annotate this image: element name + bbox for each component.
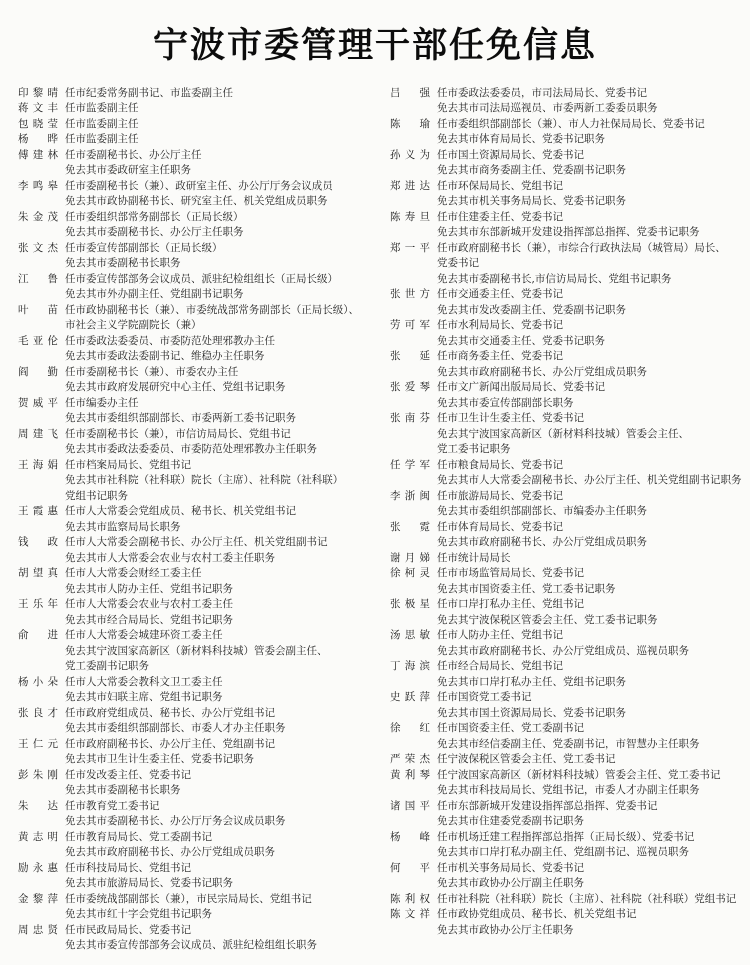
appointment-line: 免去其市口岸打私办主任、党组书记职务	[437, 675, 626, 688]
appointment-line: 任市经合局局长、党组书记	[437, 660, 563, 673]
appointment-entry	[390, 148, 745, 179]
person-name: 陈 瑜	[390, 117, 430, 130]
appointment-line: 免去其市委副秘书长,市信访局局长、党组书记职务	[437, 272, 672, 285]
appointment-lines	[437, 148, 745, 179]
appointment-entry	[18, 86, 390, 102]
appointment-line: 免去其市国土资源局局长、党委书记职务	[437, 706, 626, 719]
appointment-lines	[437, 830, 745, 861]
appointment-entry	[18, 101, 390, 117]
appointment-line: 免去其宁波国家高新区（新材料科技城）管委会主任、	[437, 427, 689, 440]
appointment-lines	[65, 365, 390, 396]
appointment-lines	[65, 923, 390, 954]
appointment-lines	[65, 101, 390, 117]
appointment-line: 任市粮食局局长、党委书记	[437, 458, 563, 471]
person-name: 谢月娣	[390, 551, 430, 564]
appointment-line: 免去其市旅游局局长、党委书记职务	[65, 877, 233, 890]
person-name: 王乐年	[18, 598, 58, 611]
appointment-line: 免去其市外办副主任、党组副书记职务	[65, 288, 244, 301]
appointment-line: 免去其宁波保税区管委会主任、党工委书记职务	[437, 613, 658, 626]
person-name: 傅建林	[18, 148, 58, 161]
appointment-line: 免去其市司法局巡视员、市委两新工委委员职务	[437, 102, 658, 115]
appointment-entry	[18, 303, 390, 334]
person-name: 王霞惠	[18, 505, 58, 518]
person-name: 孙义为	[390, 148, 430, 161]
appointment-line: 免去其市政协办公厅主任职务	[437, 923, 574, 936]
appointment-line: 免去其市委宣传部部务会议成员、派驻纪检组组长职务	[65, 939, 317, 952]
appointment-entry	[390, 520, 745, 551]
appointment-line: 免去其市政协副秘书长、研究室主任、机关党组成员职务	[65, 195, 328, 208]
appointment-entry	[390, 628, 745, 659]
appointment-line: 任市国资党工委书记	[437, 691, 532, 704]
appointment-entry	[390, 210, 745, 241]
appointment-line: 任市水利局局长、党委书记	[437, 319, 563, 332]
appointment-lines	[437, 861, 745, 892]
page-title: 宁波市委管理干部任免信息	[152, 25, 597, 66]
appointment-entry	[390, 907, 745, 938]
appointment-entry	[18, 117, 390, 133]
appointment-line: 免去其市委政法委委员、市委防范处理邪教办主任职务	[65, 443, 317, 456]
appointment-line: 任市人大常委会农业与农村工委主任	[65, 598, 233, 611]
appointment-lines	[437, 721, 745, 752]
appointment-lines	[437, 489, 745, 520]
appointment-line: 免去其市发改委副主任、党委副书记职务	[437, 303, 626, 316]
person-name: 周建飞	[18, 427, 58, 440]
appointment-lines	[65, 241, 390, 272]
appointment-line: 任市委副秘书长（兼）、政研室主任、办公厅厅务会议成员	[65, 179, 333, 192]
appointment-lines	[437, 566, 745, 597]
appointment-line: 党工委副书记职务	[65, 660, 149, 673]
appointment-entry	[18, 535, 390, 566]
person-name: 何 平	[390, 861, 430, 874]
appointment-entry	[18, 675, 390, 706]
appointment-entry	[18, 628, 390, 675]
appointment-lines	[65, 830, 390, 861]
appointment-entry	[18, 132, 390, 148]
appointment-lines	[437, 907, 745, 938]
appointment-line: 免去其市监察局局长职务	[65, 520, 181, 533]
appointment-lines	[65, 675, 390, 706]
appointment-entry	[390, 551, 745, 567]
appointment-line: 任市东部新城开发建设指挥部总指挥、党委书记	[437, 799, 658, 812]
appointment-entry	[390, 349, 745, 380]
appointment-line: 免去其宁波国家高新区（新材料科技城）管委会副主任、	[65, 644, 328, 657]
appointment-line: 任市机场迁建工程指挥部总指挥（正局长级）、党委书记	[437, 830, 695, 843]
appointment-line: 党工委书记职务	[437, 443, 511, 456]
appointment-lines	[65, 427, 390, 458]
appointment-entry	[18, 365, 390, 396]
appointment-line: 免去其市机关事务局局长、党委书记职务	[437, 195, 626, 208]
appointment-line: 免去其市妇联主席、党组书记职务	[65, 691, 223, 704]
person-name: 郑一平	[390, 241, 430, 254]
person-name: 王海娟	[18, 458, 58, 471]
appointment-lines	[437, 520, 745, 551]
person-name: 金黎萍	[18, 892, 58, 905]
appointment-entry	[18, 179, 390, 210]
appointment-entry	[390, 411, 745, 458]
appointment-entry	[18, 272, 390, 303]
appointment-entry	[18, 830, 390, 861]
person-name: 陈文祥	[390, 908, 430, 921]
appointment-entry	[18, 458, 390, 505]
appointment-entry	[390, 241, 745, 288]
appointment-line: 免去其市委副秘书长职务	[65, 784, 181, 797]
appointment-line: 任市委副秘书长、办公厅主任	[65, 148, 202, 161]
person-name: 任学军	[390, 458, 430, 471]
appointment-lines	[437, 241, 745, 288]
appointment-entry	[390, 830, 745, 861]
person-name: 吕 强	[390, 86, 430, 99]
appointment-line: 免去其市卫生计生委主任、党委书记职务	[65, 753, 254, 766]
appointment-line: 任市人大常委会城建环资工委主任	[65, 629, 223, 642]
appointment-lines	[65, 535, 390, 566]
appointment-line: 任市政府党组成员、秘书长、办公厅党组书记	[65, 706, 275, 719]
appointment-lines	[437, 628, 745, 659]
person-name: 张文杰	[18, 241, 58, 254]
person-name: 陈寿旦	[390, 210, 430, 223]
appointment-entry	[390, 861, 745, 892]
appointment-line: 任市交通委主任、党委书记	[437, 288, 563, 301]
appointment-lines	[437, 86, 745, 117]
appointment-line: 免去其市委政研室主任职务	[65, 164, 191, 177]
person-name: 王仁元	[18, 737, 58, 750]
appointment-entry	[390, 566, 745, 597]
appointment-line: 免去其市国资委主任、党工委书记职务	[437, 582, 616, 595]
appointment-entry	[390, 380, 745, 411]
appointment-lines	[65, 396, 390, 427]
appointment-lines	[65, 179, 390, 210]
content-columns	[0, 86, 750, 954]
appointment-line: 任市人防办主任、党组书记	[437, 629, 563, 642]
appointment-line: 免去其市政府副秘书长、办公厅党组成员职务	[437, 365, 647, 378]
appointment-lines	[65, 597, 390, 628]
appointment-line: 任市监委副主任	[65, 102, 139, 115]
appointment-line: 任市国资委主任、党工委副书记	[437, 722, 584, 735]
appointment-lines	[437, 458, 745, 489]
appointment-line: 任市教育局局长、党工委副书记	[65, 830, 212, 843]
appointment-line: 任市政协党组成员、秘书长、机关党组书记	[437, 908, 637, 921]
appointment-line: 免去其市委组织部副部长、市委两新工委书记职务	[65, 412, 296, 425]
person-name: 阎 勤	[18, 365, 58, 378]
appointment-lines	[65, 148, 390, 179]
appointment-lines	[65, 210, 390, 241]
appointment-lines	[65, 892, 390, 923]
appointment-lines	[437, 179, 745, 210]
appointment-line: 任市文广新闻出版局局长、党委书记	[437, 381, 605, 394]
appointment-line: 任市编委办主任	[65, 396, 139, 409]
appointment-entry	[18, 427, 390, 458]
appointment-line: 任市监委副主任	[65, 133, 139, 146]
appointment-entry	[390, 752, 745, 768]
appointment-line: 免去其市人防办主任、党组书记职务	[65, 582, 233, 595]
appointment-lines	[437, 349, 745, 380]
person-name: 周忠贤	[18, 923, 58, 936]
appointment-line: 任市住建委主任、党委书记	[437, 210, 563, 223]
person-name: 陈利权	[390, 892, 430, 905]
appointment-lines	[437, 411, 745, 458]
person-name: 励永惠	[18, 861, 58, 874]
appointment-line: 免去其市住建委党委副书记职务	[437, 815, 584, 828]
appointment-line: 任市卫生计生委主任、党委书记	[437, 412, 584, 425]
appointment-line: 免去其市政协办公厅副主任职务	[437, 877, 584, 890]
appointment-lines	[65, 458, 390, 505]
appointment-entry	[18, 768, 390, 799]
appointment-line: 免去其市委组织部副部长、市编委办主任职务	[437, 505, 647, 518]
appointment-lines	[65, 861, 390, 892]
person-name: 蒋文丰	[18, 102, 58, 115]
appointment-lines	[437, 659, 745, 690]
appointment-line: 任市国土资源局局长、党委书记	[437, 148, 584, 161]
person-name: 徐柯灵	[390, 567, 430, 580]
appointment-entry	[18, 566, 390, 597]
appointment-entry	[18, 861, 390, 892]
appointment-entry	[390, 458, 745, 489]
person-name: 黄志明	[18, 830, 58, 843]
appointment-line: 免去其市东部新城开发建设指挥部总指挥、党委书记职务	[437, 226, 700, 239]
appointment-lines	[437, 892, 745, 908]
appointment-lines	[65, 272, 390, 303]
appointment-line: 免去其市委宣传部副部长职务	[437, 396, 574, 409]
appointment-entry	[18, 737, 390, 768]
appointment-line: 免去其市委组织部副部长、市委人才办主任职务	[65, 722, 286, 735]
appointment-line: 党委书记	[437, 257, 479, 270]
appointment-entry	[390, 768, 745, 799]
person-name: 张 延	[390, 350, 430, 363]
appointment-lines	[65, 628, 390, 675]
appointment-lines	[437, 380, 745, 411]
appointment-entry	[390, 489, 745, 520]
person-name: 叶 苗	[18, 303, 58, 316]
person-name: 张极星	[390, 598, 430, 611]
appointment-line: 任市市场监管局局长、党委书记	[437, 567, 584, 580]
appointment-lines	[65, 566, 390, 597]
appointment-line: 任市委统战部副部长（兼），市民宗局局长、党组书记	[65, 892, 312, 905]
appointment-entry	[18, 597, 390, 628]
appointment-line: 任市政协副秘书长（兼）、市委统战部常务副部长（正局长级）、	[65, 303, 359, 316]
appointment-entry	[18, 241, 390, 272]
appointment-line: 任市纪委常务副书记、市监委副主任	[65, 86, 233, 99]
person-name: 郑进达	[390, 179, 430, 192]
person-name: 江 鲁	[18, 272, 58, 285]
appointment-entry	[18, 504, 390, 535]
appointment-line: 任市民政局局长、党委书记	[65, 923, 191, 936]
appointment-line: 任市科技局局长、党组书记	[65, 861, 191, 874]
appointment-line: 任市政府副秘书长（兼），市综合行政执法局（城管局）局长、	[437, 241, 726, 254]
appointment-line: 任市统计局局长	[437, 551, 511, 564]
appointment-lines	[437, 752, 745, 768]
appointment-entry	[390, 287, 745, 318]
appointment-lines	[437, 318, 745, 349]
appointment-line: 任市委组织部副部长（兼）、市人力社保局局长、党委书记	[437, 117, 705, 130]
appointment-line: 免去其市科技局局长、党组书记，市委人才办副主任职务	[437, 784, 700, 797]
appointment-line: 任市社科院（社科联）院长（主席）、社科院（社科联）党组书记	[437, 892, 737, 905]
appointment-line: 免去其市口岸打私办副主任、党组副书记、巡视员职务	[437, 846, 689, 859]
appointment-lines	[437, 690, 745, 721]
appointment-line: 任市人大常委会财经工委主任	[65, 567, 202, 580]
appointment-line: 免去其市政府副秘书长、办公厅党组成员、巡视员职务	[437, 644, 689, 657]
appointment-line: 任市人大常委会副秘书长、办公厅主任、机关党组副书记	[65, 536, 328, 549]
person-name: 杨 晔	[18, 133, 58, 146]
appointment-line: 任宁波保税区管委会主任、党工委书记	[437, 753, 616, 766]
person-name: 胡望真	[18, 567, 58, 580]
appointment-lines	[65, 86, 390, 102]
person-name: 李浙闽	[390, 489, 430, 502]
person-name: 印黎晴	[18, 86, 58, 99]
appointment-entry	[18, 892, 390, 923]
appointment-line: 任市人大常委会党组成员、秘书长、机关党组书记	[65, 505, 296, 518]
appointment-line: 免去其市委政法委副书记、维稳办主任职务	[65, 350, 265, 363]
appointment-lines	[65, 504, 390, 535]
appointment-entry	[390, 892, 745, 908]
appointment-line: 任市档案局局长、党组书记	[65, 458, 191, 471]
appointment-entry	[18, 799, 390, 830]
appointment-entry	[18, 706, 390, 737]
appointment-lines	[437, 597, 745, 628]
appointment-line: 任市旅游局局长、党委书记	[437, 489, 563, 502]
appointment-line: 党组书记职务	[65, 489, 128, 502]
appointment-entry	[390, 86, 745, 117]
person-name: 包晓莹	[18, 117, 58, 130]
appointment-lines	[437, 210, 745, 241]
appointment-line: 免去其市商务委副主任、党委副书记职务	[437, 164, 626, 177]
person-name: 丁海滨	[390, 660, 430, 673]
appointment-entry	[390, 318, 745, 349]
person-name: 徐 红	[390, 722, 430, 735]
appointment-line: 免去其市政府副秘书长、办公厅党组成员职务	[437, 536, 647, 549]
person-name: 劳可军	[390, 319, 430, 332]
appointment-lines	[437, 117, 745, 148]
person-name: 贺威平	[18, 396, 58, 409]
appointment-entry	[390, 117, 745, 148]
appointment-line: 任市口岸打私办主任、党组书记	[437, 598, 584, 611]
appointment-line: 任市委政法委委员、市委防范处理邪教办主任	[65, 334, 275, 347]
appointment-line: 任市环保局局长、党组书记	[437, 179, 563, 192]
appointment-line: 任市教育党工委书记	[65, 799, 160, 812]
appointment-line: 任市商务委主任、党委书记	[437, 350, 563, 363]
appointment-entry	[390, 721, 745, 752]
appointment-line: 任市委组织部常务副部长（正局长级）	[65, 210, 244, 223]
appointment-line: 免去其市委副秘书长、办公厅主任职务	[65, 226, 244, 239]
appointment-line: 免去其市交通委主任、党委书记职务	[437, 334, 605, 347]
left-column	[18, 86, 390, 954]
appointment-entry	[18, 210, 390, 241]
appointment-line: 免去其市政府发展研究中心主任、党组书记职务	[65, 381, 286, 394]
appointment-line: 免去其市人大常委会副秘书长、办公厅主任、机关党组副书记职务	[437, 474, 742, 487]
person-name: 毛亚伦	[18, 334, 58, 347]
appointment-line: 任市监委副主任	[65, 117, 139, 130]
appointment-line: 免去其市红十字会党组书记职务	[65, 908, 212, 921]
appointment-entry	[390, 597, 745, 628]
right-column	[390, 86, 745, 954]
appointment-lines	[437, 799, 745, 830]
appointment-lines	[65, 303, 390, 334]
person-name: 张爱琴	[390, 381, 430, 394]
appointment-line: 任市发改委主任、党委书记	[65, 768, 191, 781]
appointment-line: 任市委宣传部副部长（正局长级）	[65, 241, 223, 254]
appointment-line: 任市人大常委会教科文卫工委主任	[65, 675, 223, 688]
person-name: 张世方	[390, 288, 430, 301]
person-name: 朱金茂	[18, 210, 58, 223]
appointment-line: 任市委副秘书长（兼）、市委农办主任	[65, 365, 239, 378]
appointment-line: 任市机关事务局局长、党委书记	[437, 861, 584, 874]
appointment-lines	[65, 768, 390, 799]
person-name: 杨 峰	[390, 830, 430, 843]
person-name: 诸国平	[390, 799, 430, 812]
person-name: 俞 进	[18, 629, 58, 642]
appointment-line: 免去其市委副秘书长职务	[65, 257, 181, 270]
appointment-line: 任市委政法委委员，市司法局局长、党委书记	[437, 86, 647, 99]
appointment-line: 免去其市人大常委会农业与农村工委主任职务	[65, 551, 275, 564]
appointment-line: 任市政府副秘书长、办公厅主任、党组副书记	[65, 737, 275, 750]
appointment-lines	[65, 132, 390, 148]
appointment-line: 免去其市社科院（社科联）院长（主席）、社科院（社科联）	[65, 474, 344, 487]
appointment-entry	[18, 148, 390, 179]
person-name: 杨小朵	[18, 675, 58, 688]
person-name: 李鸣皋	[18, 179, 58, 192]
appointment-lines	[437, 551, 745, 567]
person-name: 钱 政	[18, 536, 58, 549]
appointment-lines	[65, 799, 390, 830]
appointment-lines	[65, 117, 390, 133]
appointment-line: 免去其市经合局局长、党组书记职务	[65, 613, 233, 626]
appointment-entry	[390, 799, 745, 830]
appointment-entry	[390, 690, 745, 721]
person-name: 张南芬	[390, 412, 430, 425]
appointment-lines	[65, 706, 390, 737]
appointment-line: 免去其市体育局局长、党委书记职务	[437, 133, 605, 146]
appointment-line: 市社会主义学院副院长（兼）	[65, 319, 202, 332]
person-name: 史跃萍	[390, 691, 430, 704]
appointment-line: 任市委宣传部部务会议成员、派驻纪检组组长（正局长级）	[65, 272, 338, 285]
appointment-lines	[65, 737, 390, 768]
person-name: 汤思敏	[390, 629, 430, 642]
person-name: 黄利琴	[390, 768, 430, 781]
person-name: 张 霓	[390, 520, 430, 533]
appointment-line: 免去其市经信委副主任、党委副书记，市智慧办主任职务	[437, 737, 700, 750]
person-name: 张良才	[18, 706, 58, 719]
person-name: 严荣杰	[390, 753, 430, 766]
person-name: 彭朱刚	[18, 768, 58, 781]
appointment-entry	[18, 923, 390, 954]
appointment-entry	[18, 396, 390, 427]
appointment-line: 任市体育局局长、党委书记	[437, 520, 563, 533]
appointment-entry	[18, 334, 390, 365]
appointment-line: 任市委副秘书长（兼），市信访局局长、党组书记	[65, 427, 291, 440]
appointment-entry	[390, 659, 745, 690]
appointment-lines	[65, 334, 390, 365]
appointment-entry	[390, 179, 745, 210]
appointment-lines	[437, 768, 745, 799]
appointment-line: 免去其市委副秘书长、办公厅厅务会议成员职务	[65, 815, 286, 828]
appointment-line: 免去其市政府副秘书长、办公厅党组成员职务	[65, 846, 275, 859]
appointment-line: 任宁波国家高新区（新材料科技城）管委会主任、党工委书记	[437, 768, 721, 781]
appointment-lines	[437, 287, 745, 318]
person-name: 朱 达	[18, 799, 58, 812]
